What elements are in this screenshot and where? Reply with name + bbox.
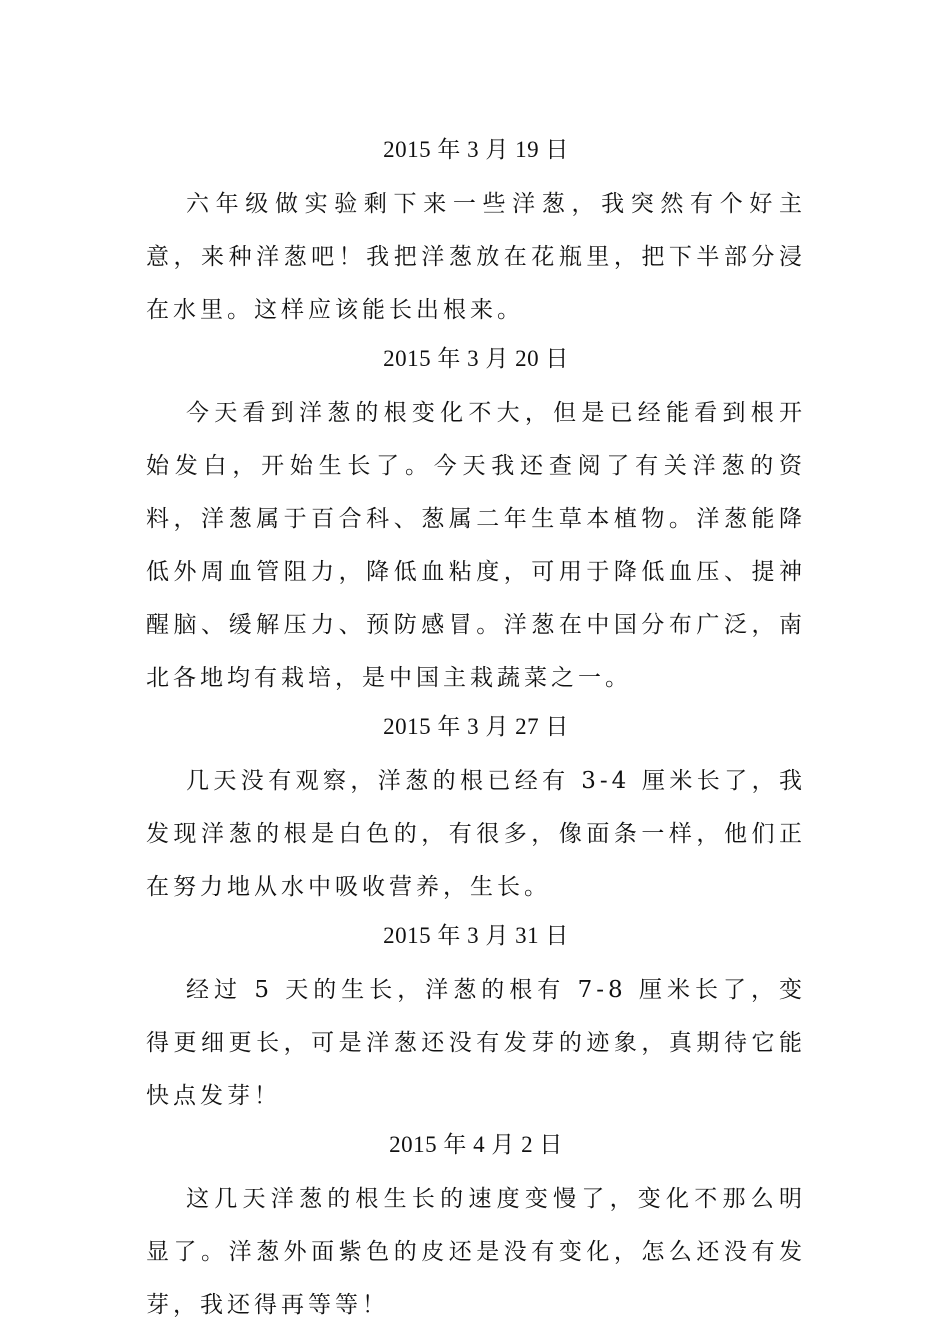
entry-text: 几天没有观察，洋葱的根已经有 3-4 厘米长了，我发现洋葱的根是白色的，有很多，像面条一样，他们正在努力地从水中吸收营养，生长。: [146, 768, 806, 900]
entry-date: 2015 年 3 月 27 日: [383, 714, 569, 739]
entry-date: 2015 年 3 月 20 日: [383, 346, 569, 371]
diary-entry: [146, 136, 806, 337]
diary-entry: [146, 1131, 806, 1332]
entry-text: 六年级做实验剩下来一些洋葱，我突然有个好主意，来种洋葱吧！我把洋葱放在花瓶里，把下半部分浸在水里。这样应该能长出根来。: [146, 191, 806, 323]
diary-entry: [146, 345, 806, 705]
diary-entry: [146, 922, 806, 1123]
entry-date: 2015 年 3 月 31 日: [383, 923, 569, 948]
diary-entry: [146, 713, 806, 914]
entry-date: 2015 年 4 月 2 日: [389, 1132, 563, 1157]
entry-text: 今天看到洋葱的根变化不大，但是已经能看到根开始发白，开始生长了。今天我还查阅了有关洋葱的资料，洋葱属于百合科、葱属二年生草本植物。洋葱能降低外周血管阻力，降低血粘度，可用于降低血压、提神醒脑、缓解压力、预防感冒。洋葱在中国分布广泛，南北各地均有栽培，是中国主栽蔬菜之一。: [146, 400, 806, 691]
entry-text: 经过 5 天的生长，洋葱的根有 7-8 厘米长了，变得更细更长，可是洋葱还没有发芽的迹象，真期待它能快点发芽！: [146, 977, 806, 1109]
diary-document: [146, 136, 806, 1332]
entry-date: 2015 年 3 月 19 日: [383, 137, 569, 162]
entry-text: 这几天洋葱的根生长的速度变慢了，变化不那么明显了。洋葱外面紫色的皮还是没有变化，怎么还没有发芽，我还得再等等！: [146, 1186, 806, 1318]
